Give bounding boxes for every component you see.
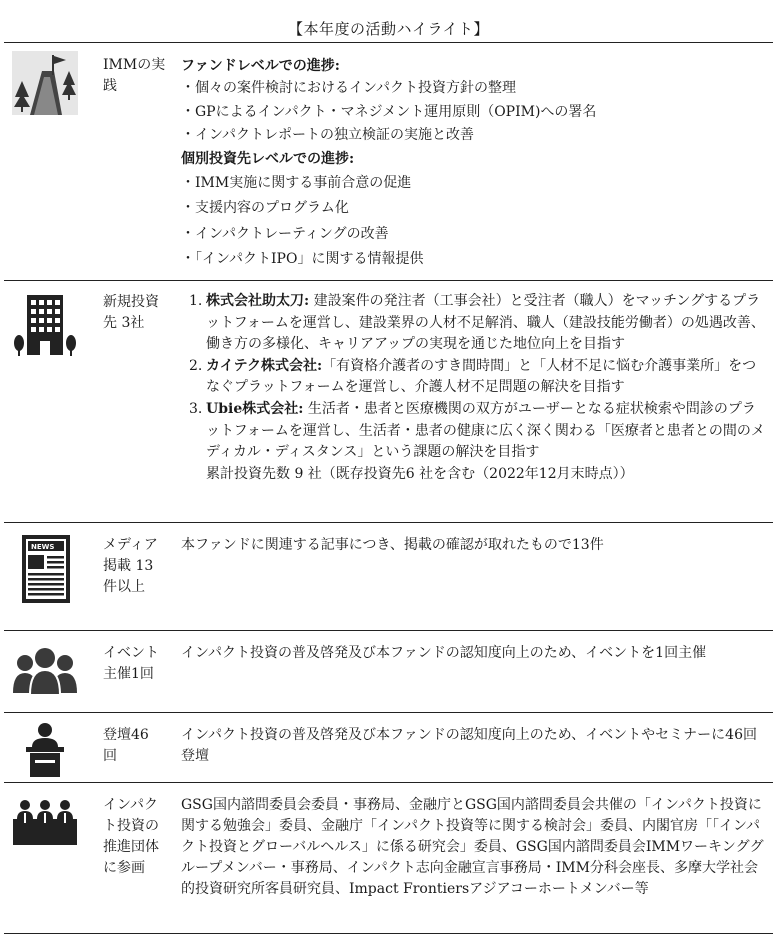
row-associations bbox=[4, 782, 773, 934]
row-content: インパクト投資の普及啓発及び本ファンドの認知度向上のため、イベントやセミナーに46回登壇 bbox=[181, 727, 757, 764]
section-heading: 個別投資先レベルでの進捗: bbox=[181, 150, 355, 167]
row-label: 新規投資先 3社 bbox=[103, 294, 159, 331]
list-item bbox=[185, 291, 765, 356]
row-label: IMMの実践 bbox=[103, 57, 166, 94]
row-label: 登壇46回 bbox=[103, 727, 149, 764]
row-content bbox=[185, 291, 765, 485]
row-media bbox=[4, 522, 773, 631]
row-label: インパクト投資の推進団体に参画 bbox=[103, 797, 159, 876]
bullet-item: ・個々の案件検討におけるインパクト投資方針の整理 bbox=[181, 80, 517, 96]
row-label: メディア掲載 13件以上 bbox=[103, 537, 158, 595]
company-name: 株式会社助太刀: bbox=[206, 293, 310, 309]
bullet-item: ・支援内容のプログラム化 bbox=[181, 200, 349, 216]
audience-icon bbox=[12, 641, 78, 703]
row-content: インパクト投資の普及啓発及び本ファンドの認知度向上のため、イベントを1回主催 bbox=[181, 645, 707, 661]
bullet-item: ・GPによるインパクト・マネジメント運用原則（OPIM)への署名 bbox=[181, 103, 597, 120]
company-description: 「有資格介護者のすき間時間」と「人材不足に悩む介護事業所」をつなぐプラットフォームを運営し、介護人材不足問題の解決を目指す bbox=[206, 357, 757, 396]
cumulative-count: 累計投資先数 9 社（既存投資先6 社を含む（2022年12月末時点）） bbox=[206, 465, 634, 482]
newspaper-icon bbox=[12, 533, 78, 607]
section-heading: ファンドレベルでの進捗: bbox=[181, 58, 340, 74]
list-item bbox=[185, 356, 765, 399]
row-label: イベント主催1回 bbox=[103, 645, 159, 682]
bullet-item: ・「インパクトIPO」に関する情報提供 bbox=[181, 251, 424, 267]
bullet-item: ・インパクトレポートの独立検証の実施と改善 bbox=[181, 127, 475, 143]
list-item bbox=[185, 399, 765, 464]
row-speaking bbox=[4, 712, 773, 783]
office-building-icon bbox=[12, 293, 78, 357]
company-description: 建設案件の発注者（工事会社）と受注者（職人）をマッチングするプラットフォームを運営し、建設業界の人材不足解消、職人（建設技能労働者）の処遇改善、働き方の多様化、キャリアアップの実現を通じた地位向上を目指す bbox=[206, 293, 765, 353]
item-number: 2. bbox=[189, 357, 203, 374]
row-new-investments bbox=[4, 280, 773, 523]
row-imm-practice bbox=[4, 42, 773, 281]
row-content: GSG国内諮問委員会委員・事務局、金融庁とGSG国内諮問委員会共催の「インパクト投資に関する勉強会」委員、金融庁「インパクト投資等に関する検討会」委員、内閣官房「「インパクト投資とグローバルヘルス」に係る研究会」委員、GSG国内諮問委員会IMMワーキンググループメンバー・事務局、インパクト志向金融宣言事務局・IMM分科会座長、多摩大学社会的投資研究所客員研究員、Impact Frontiersアジアコーホートメンバー等 bbox=[181, 797, 764, 897]
page-title: 【本年度の活動ハイライト】 bbox=[287, 20, 490, 38]
panel-meeting-icon bbox=[12, 797, 78, 847]
svg-text:NEWS: NEWS bbox=[31, 543, 55, 551]
speaker-podium-icon bbox=[12, 719, 78, 779]
row-content: 本ファンドに関連する記事につき、掲載の確認が取れたもので13件 bbox=[181, 537, 604, 553]
company-name: Ubie株式会社: bbox=[206, 400, 304, 417]
row-content bbox=[181, 55, 766, 272]
row-events bbox=[4, 630, 773, 713]
company-name: カイテク株式会社: bbox=[206, 357, 323, 374]
item-number: 1. bbox=[189, 293, 203, 309]
company-description: 生活者・患者と医療機関の双方がユーザーとなる症状検索や問診のプラットフォームを運営し、生活者・患者の健康に広く深く関わる「医療者と患者との間のメディカル・ディスタンス」という課題の解決を目指す bbox=[206, 400, 765, 461]
bullet-item: ・インパクトレーティングの改善 bbox=[181, 225, 389, 242]
bullet-item: ・IMM実施に関する事前合意の促進 bbox=[181, 174, 412, 191]
mountain-flag-icon bbox=[12, 51, 78, 115]
item-number: 3. bbox=[189, 400, 203, 417]
